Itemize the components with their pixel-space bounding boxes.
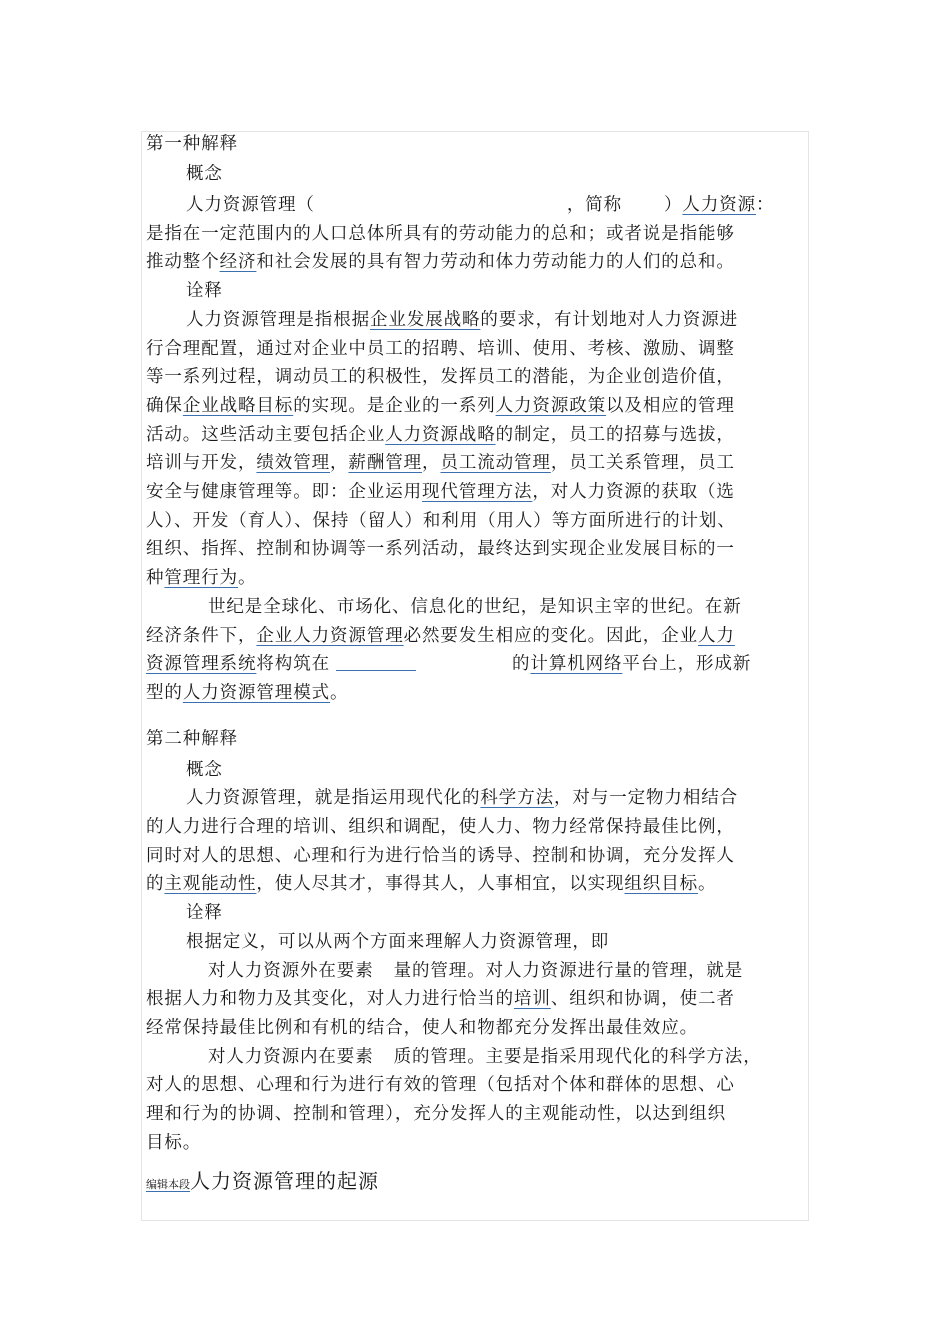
link-hrm-system-cont[interactable]: 资源管理系统 [146,654,257,675]
explain-line-10: 种管理行为。 [146,568,257,589]
quantity-line-3: 经常保持最佳比例和有机的结合，使人和物都充分发挥出最佳效应。 [146,1017,698,1038]
quality-line-2: 对人的思想、心理和行为进行有效的管理（包括对个体和群体的思想、心 [146,1075,735,1096]
concept2-line-4: 的主观能动性，使人尽其才，事得其人，人事相宜，以实现组织目标。 [146,874,717,895]
link-human-resources[interactable]: 人力资源 [682,195,757,215]
link-compensation-management[interactable]: 薪酬管理 [348,453,423,474]
link-enterprise-hrm[interactable]: 企业人力资源管理 [256,625,404,646]
explain-line-4: 确保企业战略目标的实现。是企业的一系列人力资源政策以及相应的管理 [146,395,735,416]
century-line-3: 资源管理系统将构筑在 的计算机网络平台上，形成新 [146,650,801,679]
edit-section-link[interactable]: 编辑本段 [146,1177,190,1191]
link-training[interactable]: 培训 [514,989,551,1010]
link-computer-network[interactable]: 计算机网络 [530,654,623,675]
document-content [146,131,801,1202]
explain-line-1: 人力资源管理是指根据企业发展战略的要求，有计划地对人力资源进 [186,309,739,330]
explain-line-7: 安全与健康管理等。即：企业运用现代管理方法，对人力资源的获取（选 [146,482,735,503]
quality-line-1: 对人力资源内在要素 质的管理。主要是指采用现代化的科学方法， [208,1046,762,1067]
concept2-line-1: 人力资源管理，就是指运用现代化的科学方法，对与一定物力相结合 [186,788,739,809]
explain-line-5: 活动。这些活动主要包括企业人力资源战略的制定，员工的招募与选拔， [146,424,735,445]
origin-heading: 人力资源管理的起源 [190,1168,379,1193]
link-hr-strategy[interactable]: 人力资源战略 [385,424,496,445]
link-economy[interactable]: 经济 [219,252,257,273]
explain-line-6: 培训与开发，绩效管理，薪酬管理，员工流动管理，员工关系管理，员工 [146,453,735,474]
missing-link-blank[interactable] [336,650,416,671]
link-strategic-goals[interactable]: 企业战略目标 [182,395,294,416]
explain-line-3: 等一系列过程，调动员工的积极性，发挥员工的潜能，为企业创造价值， [146,367,735,388]
section-heading-2: 第二种解释 [146,728,238,749]
link-hrm-model[interactable]: 人力资源管理模式 [182,682,331,703]
link-scientific-method[interactable]: 科学方法 [480,788,555,809]
concept-label: 概念 [186,164,223,184]
link-hr-policy[interactable]: 人力资源政策 [495,395,607,416]
link-performance-management[interactable]: 绩效管理 [256,453,331,474]
concept-label-2: 概念 [186,759,223,780]
explain-label-2: 诠释 [186,903,223,924]
explain2-intro: 根据定义，可以从两个方面来理解人力资源管理，即 [186,931,610,952]
link-hrm-system[interactable]: 人力 [698,625,735,646]
concept2-line-3: 同时对人的思想、心理和行为进行恰当的诱导、控制和协调，充分发挥人 [146,845,735,866]
century-line-1: 世纪是全球化、市场化、信息化的世纪，是知识主宰的世纪。在新 [208,596,742,617]
section-heading-1: 第一种解释 [146,134,238,154]
quality-line-3: 理和行为的协调、控制和管理），充分发挥人的主观能动性，以达到组织 [146,1104,727,1125]
link-enterprise-strategy[interactable]: 企业发展战略 [370,309,481,330]
explain-line-8: 人）、开发（育人）、保持（留人）和利用（用人）等方面所进行的计划、 [146,510,736,531]
quantity-line-2: 根据人力和物力及其变化，对人力进行恰当的培训、组织和协调，使二者 [146,989,735,1010]
explain-line-2: 行合理配置，通过对企业中员工的招聘、培训、使用、考核、激励、调整 [146,338,735,359]
definition-line-2: 是指在一定范围内的人口总体所具有的劳动能力的总和；或者说是指能够 [146,223,735,244]
explain-label: 诠释 [186,281,223,302]
definition-line-3: 推动整个经济和社会发展的具有智力劳动和体力劳动能力的人们的总和。 [146,252,735,273]
link-turnover-management[interactable]: 员工流动管理 [440,453,551,474]
concept2-line-2: 的人力进行合理的培训、组织和调配，使人力、物力经常保持最佳比例， [146,817,735,838]
origin-heading-row [146,1160,801,1202]
link-modern-management-methods[interactable]: 现代管理方法 [422,482,533,503]
explain-line-9: 组织、指挥、控制和协调等一系列活动，最终达到实现企业发展目标的一 [146,539,735,560]
quality-line-4: 目标。 [146,1132,202,1153]
century-line-2: 经济条件下，企业人力资源管理必然要发生相应的变化。因此，企业人力 [146,625,735,646]
quantity-line-1: 对人力资源外在要素 量的管理。对人力资源进行量的管理，就是 [208,960,744,981]
definition-line-1: 人力资源管理（ ，简称 ）人力资源： [186,195,775,215]
century-line-4: 型的人力资源管理模式。 [146,682,349,703]
link-management-behavior[interactable]: 管理行为 [164,568,239,589]
link-organizational-goals[interactable]: 组织目标 [624,874,699,895]
link-subjective-initiative[interactable]: 主观能动性 [164,874,257,895]
